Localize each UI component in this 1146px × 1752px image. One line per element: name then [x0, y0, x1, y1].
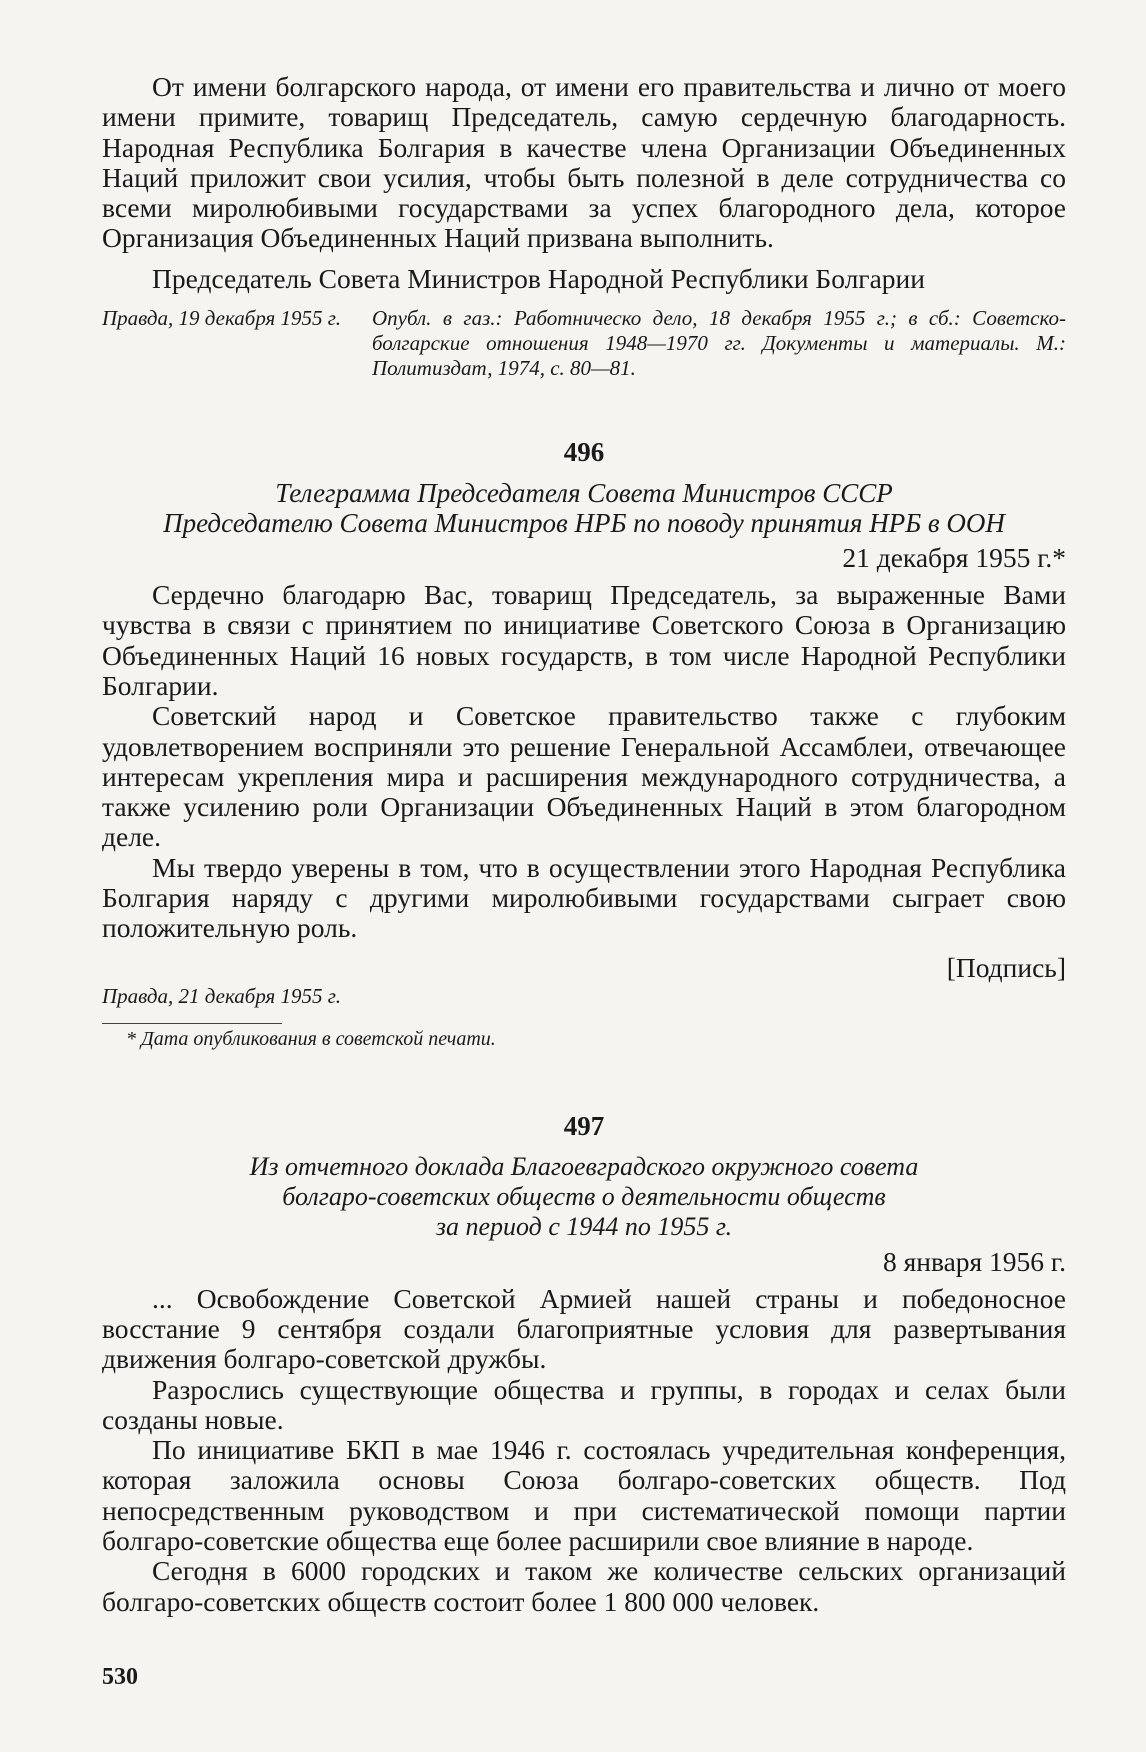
doc496-footnote: * Дата опубликования в советской печати. [126, 1027, 496, 1050]
doc496-paragraph-2: Советский народ и Советское правительство также с глубоким удовлетворением восприняли это решение Генеральной Ассамблеи, отвечающее интересам укрепления мира и расширения международного сотрудничества, а также усилению роли Организации Объединенных Наций в этом благородном деле. [102, 700, 1066, 853]
doc495-signature: Председатель Совета Министров Народной Республики Болгарии [152, 262, 925, 294]
doc495-source-publication: Опубл. в газ.: Работническо дело, 18 декабря 1955 г.; в сб.: Советско-болгарские отношения 1948—1970 гг. Документы и материалы. М.: Политиздат, 1974, с. 80—81. [372, 306, 1066, 381]
doc496-date: 21 декабря 1955 г.* [842, 542, 1066, 574]
doc497-number: 497 [563, 1110, 605, 1141]
doc497-date: 8 января 1956 г. [882, 1245, 1066, 1277]
doc496-signature: [Подпись] [946, 951, 1066, 983]
doc497-title-line2: болгаро-советских обществ о деятельности обществ [282, 1181, 886, 1211]
doc497-title-line3: за период с 1944 по 1955 г. [435, 1211, 733, 1241]
doc497-title-line1: Из отчетного доклада Благоевградского окружного совета [249, 1151, 919, 1181]
page-body [102, 72, 1066, 1617]
doc497-paragraph-1: ... Освобождение Советской Армией нашей страны и победоносное восстание 9 сентября создали благоприятные условия для развертывания движения болгаро-советской дружбы. [102, 1282, 1066, 1375]
doc497-paragraph-3: По инициативе БКП в мае 1946 г. состоялась учредительная конференция, которая заложила основы Союза болгаро-советских обществ. Под непосредственным руководством и при систематической помощи партии болгаро-советские общества еще более расширили свое влияние в народе. [102, 1434, 1066, 1557]
doc496-number: 496 [563, 437, 605, 468]
doc496-paragraph-1: Сердечно благодарю Вас, товарищ Председатель, за выраженные Вами чувства в связи с принятием по инициативе Советского Союза в Организацию Объединенных Наций 16 новых государств, в том числе Народной Республики Болгарии. [102, 579, 1066, 701]
doc496-title-line1: Телеграмма Председателя Совета Министров СССР [275, 478, 893, 509]
doc496-title-line2: Председателю Совета Министров НРБ по поводу принятия НРБ в ООН [163, 508, 1005, 539]
doc495-source-newspaper: Правда, 19 декабря 1955 г. [102, 306, 341, 331]
page-number: 530 [102, 1664, 138, 1690]
doc497-paragraph-4: Сегодня в 6000 городских и таком же количестве сельских организаций болгаро-советских обществ состоит более 1 800 000 человек. [102, 1555, 1066, 1617]
doc495-paragraph: От имени болгарского народа, от имени его правительства и лично от моего имени примите, товарищ Председатель, самую сердечную благодарность. Народная Республика Болгария в качестве члена Организации Объединенных Наций приложит свои усилия, чтобы быть полезной в деле сотрудничества со всеми миролюбивыми государствами за успех благородного дела, которое Организация Объединенных Наций призвана выполнить. [102, 71, 1066, 254]
doc497-paragraph-2: Разрослись существующие общества и группы, в городах и селах были созданы новые. [102, 1373, 1066, 1435]
footnote-divider [102, 1023, 282, 1024]
doc496-source: Правда, 21 декабря 1955 г. [102, 983, 341, 1008]
doc495-source [102, 306, 1066, 381]
doc496-paragraph-3: Мы твердо уверены в том, что в осуществлении этого Народная Республика Болгария наряду с другими миролюбивыми государствами сыграет свою положительную роль. [102, 851, 1066, 944]
